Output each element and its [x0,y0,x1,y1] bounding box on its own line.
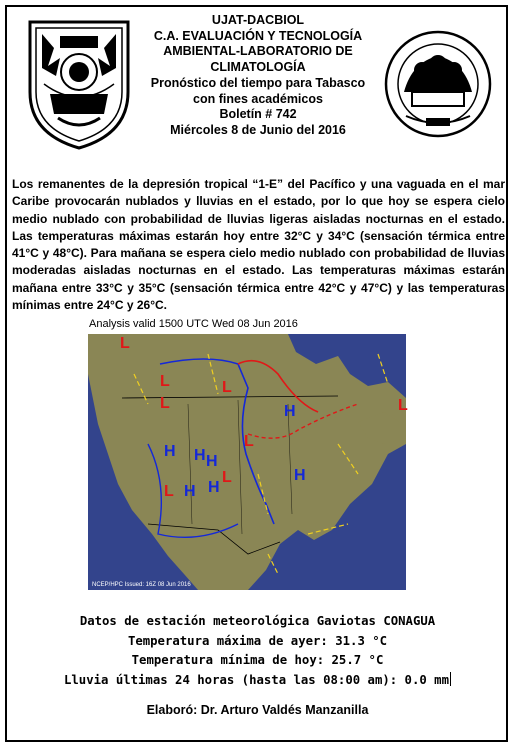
map-low-4: L [222,379,232,396]
header-line-institution: UJAT-DACBIOL [211,13,305,27]
map-low-6: L [222,469,232,486]
map-high-5: H [184,483,196,500]
header-line-lab: AMBIENTAL-LABORATORIO DE [163,44,353,59]
map-high-2: H [164,443,176,460]
map-low-1: L [120,335,130,352]
header-line-forecast: Pronóstico del tiempo para Tabasco [150,75,366,90]
map-low-2: L [160,373,170,390]
map-issue-footer: NCEP/HPC Issued: 16Z 08 Jun 2016 [92,582,191,588]
bulletin-header [135,13,381,139]
header-line-bulletin-number: Boletín # 742 [219,107,297,122]
author-credit: Elaboró: Dr. Arturo Valdés Manzanilla [146,703,369,717]
forecast-paragraph: Los remanentes de la depresión tropical “1-E” del Pacífico y una vaguada en el mar Caribe provocarán nublados y lluvias en el estado, por lo que hoy se espera cielo medio nublado con probabilidad de lluvias ligeras aisladas nocturnas en el estado. Las temperaturas máximas estarán hoy entre 32°C y 34°C (sensación térmica entre 41°C y 48°C). Para mañana se espera cielo medio nublado con probabilidad de lluvias moderadas aisladas nocturnas en el estado. Las temperaturas máximas estarán mañana entre 33°C y 35°C (sensación térmica entre 42°C y 47°C) y las temperaturas mínimas entre 24°C y 26°C. [12,177,505,313]
station-rain: Lluvia últimas 24 horas (hasta las 08:00 am): 0.0 mm [64,672,449,687]
header-line-climatology: CLIMATOLOGÍA [210,60,306,75]
map-high-1: H [284,403,296,420]
station-data-block [10,612,505,690]
map-low-5: L [244,433,254,450]
station-rain-row [10,671,505,691]
station-min-temp: Temperatura mínima de hoy: 25.7 °C [131,653,384,667]
text-cursor [450,672,451,686]
station-max-temp: Temperatura máxima de ayer: 31.3 °C [127,633,388,648]
dacbiol-seal-logo [382,22,494,150]
map-low-8: L [398,397,408,414]
station-title: Datos de estación meteorológica Gaviotas CONAGUA [79,614,436,628]
map-analysis-caption: Analysis valid 1500 UTC Wed 08 Jun 2016 [89,318,298,330]
header-line-group: C.A. EVALUACIÓN Y TECNOLOGÍA [153,28,363,43]
header-line-purpose: con fines académicos [193,91,323,106]
map-high-6: H [208,479,220,496]
map-low-3: L [160,395,170,412]
map-high-4: H [206,453,218,470]
surface-analysis-map [88,334,406,590]
map-low-7: L [164,483,174,500]
ujat-seal-logo [20,14,138,154]
map-high-7: H [294,467,306,484]
header-line-date: Miércoles 8 de Junio del 2016 [170,122,346,137]
map-high-3: H [194,447,206,464]
